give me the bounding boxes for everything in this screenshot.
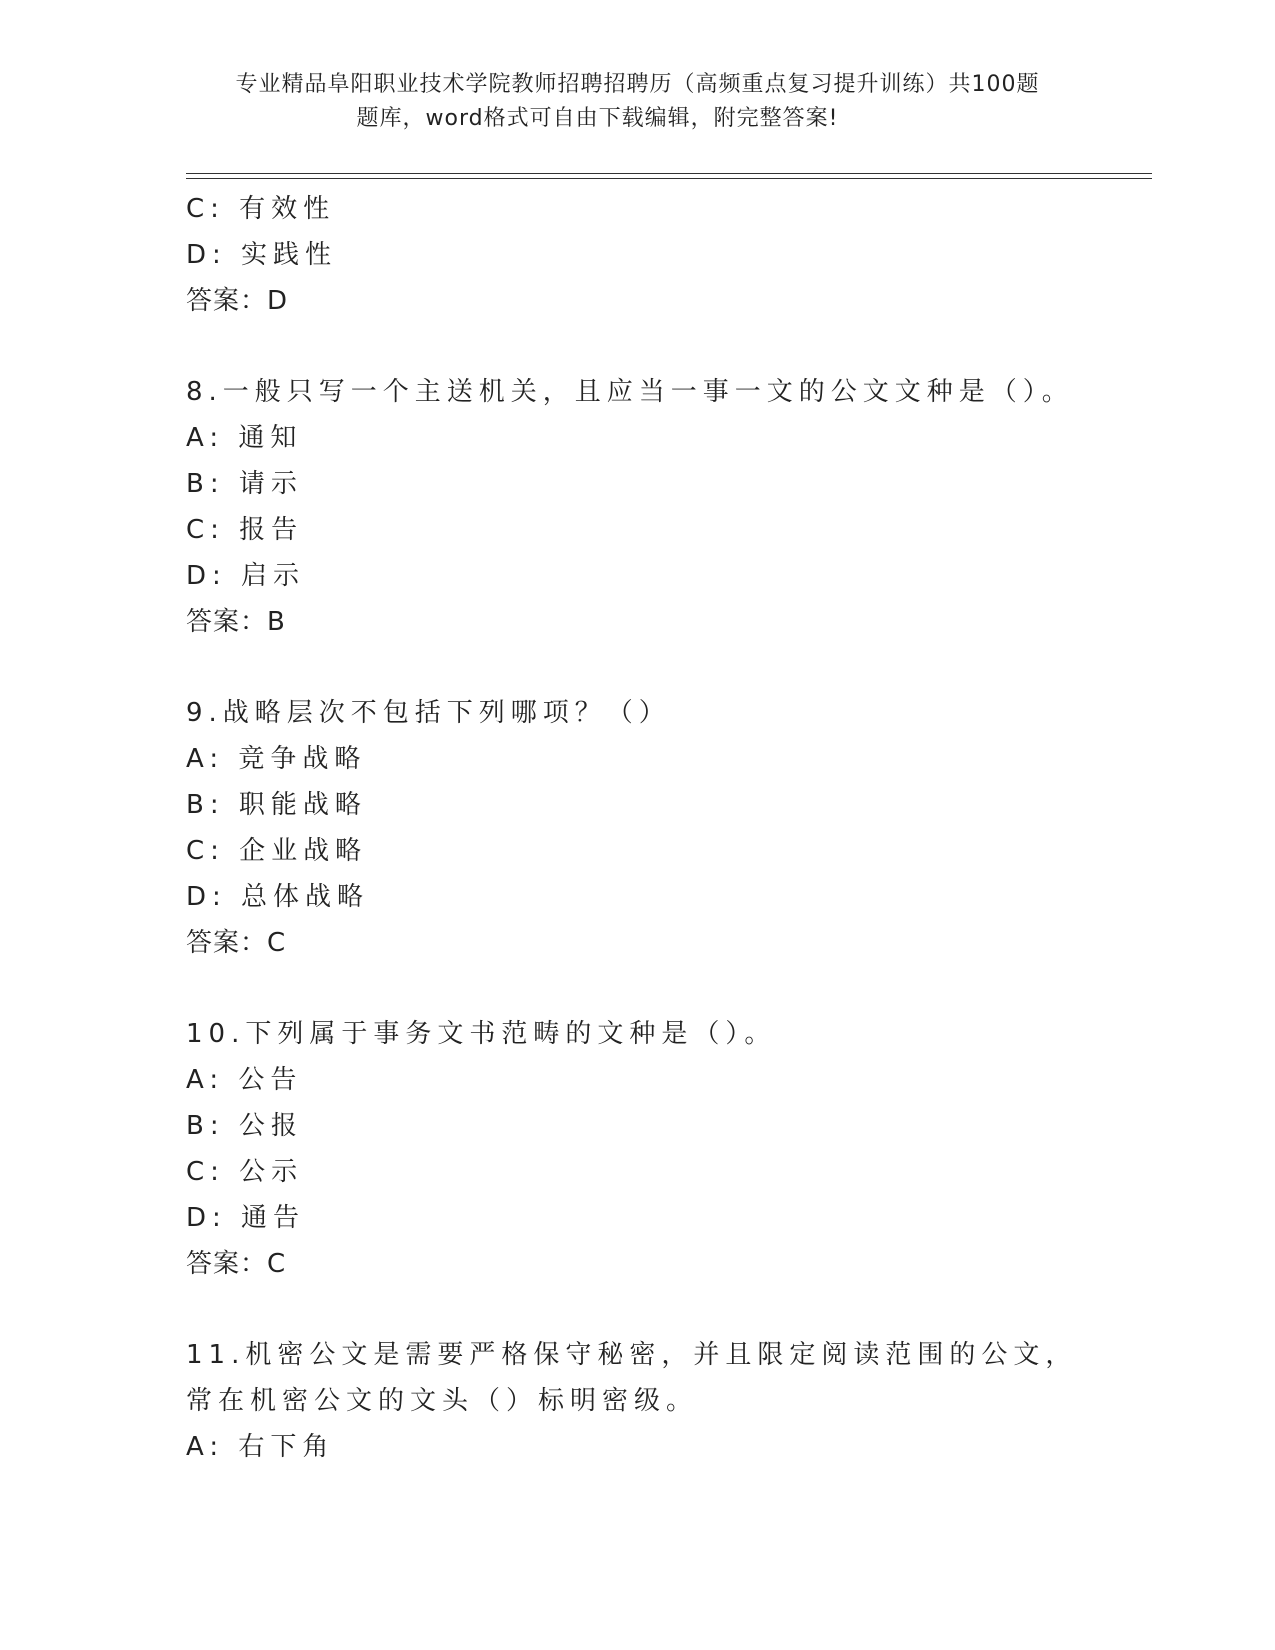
- question-stem: 8.一般只写一个主送机关，且应当一事一文的公文文种是（）。: [186, 377, 1074, 407]
- question-block-previous: [186, 186, 1086, 324]
- question-block-11: [186, 1332, 1086, 1470]
- option-c: C: 企业战略: [186, 836, 368, 866]
- answer-line: 答案：C: [186, 928, 287, 958]
- option-a: A: 竞争战略: [186, 744, 367, 774]
- page-header: [0, 68, 1275, 136]
- option-d: D: 通告: [186, 1203, 306, 1233]
- option-a: A: 右下角: [186, 1432, 335, 1462]
- answer-line: 答案：C: [186, 1249, 287, 1279]
- option-a: A: 通知: [186, 423, 303, 453]
- question-stem: 10.下列属于事务文书范畴的文种是（）。: [186, 1019, 777, 1049]
- option-c: C: 报告: [186, 515, 304, 545]
- option-a: A: 公告: [186, 1065, 303, 1095]
- option-c: C: 公示: [186, 1157, 304, 1187]
- question-block-10: [186, 1011, 1086, 1287]
- document-title-line-1: 专业精品阜阳职业技术学院教师招聘招聘历（高频重点复习提升训练）共100题: [235, 72, 1040, 97]
- document-title-line-2: 题库，word格式可自由下载编辑，附完整答案!: [356, 106, 839, 131]
- header-divider-bottom: [186, 178, 1152, 179]
- option-c: C: 有效性: [186, 194, 336, 224]
- option-d: D: 总体战略: [186, 882, 370, 912]
- question-block-8: [186, 369, 1086, 645]
- option-b: B: 请示: [186, 469, 303, 499]
- question-stem: 11.机密公文是需要严格保守秘密，并且限定阅读范围的公文，常在机密公文的文头（）标明密级。: [186, 1340, 1078, 1416]
- question-block-9: [186, 690, 1086, 966]
- option-d: D: 实践性: [186, 240, 338, 270]
- question-list: [186, 186, 1086, 1470]
- option-b: B: 公报: [186, 1111, 303, 1141]
- answer-line: 答案：D: [186, 286, 289, 316]
- question-stem: 9.战略层次不包括下列哪项？（）: [186, 698, 671, 728]
- header-divider-top: [186, 173, 1152, 174]
- option-b: B: 职能战略: [186, 790, 367, 820]
- option-d: D: 启示: [186, 561, 306, 591]
- answer-line: 答案：B: [186, 607, 286, 637]
